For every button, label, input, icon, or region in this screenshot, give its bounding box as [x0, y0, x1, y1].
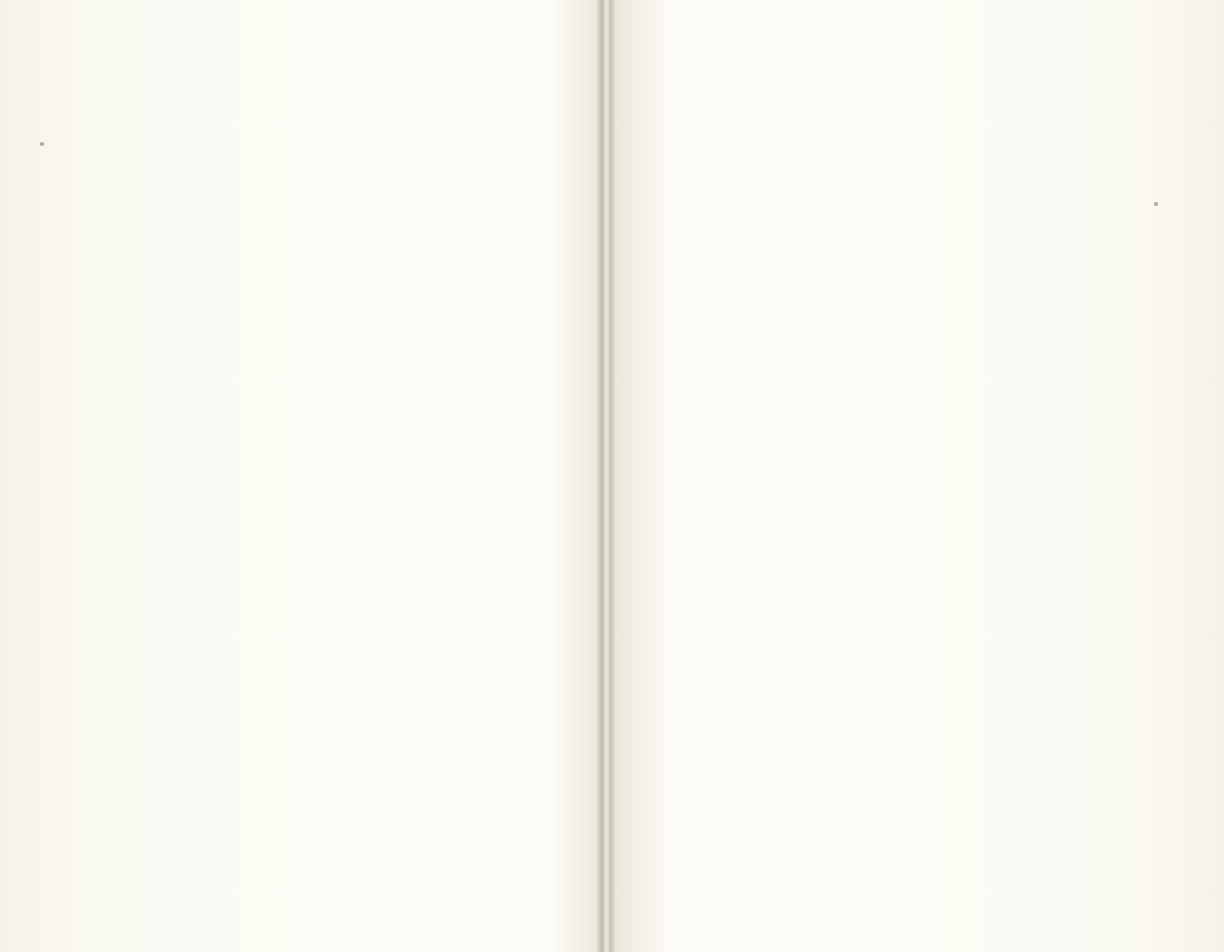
text-line — [662, 590, 1082, 620]
paper-speck — [1154, 202, 1158, 206]
paper-speck — [40, 142, 44, 146]
text-line — [662, 560, 1082, 590]
text-line — [128, 773, 546, 803]
text-line — [662, 134, 1082, 164]
text-line — [128, 165, 546, 195]
text-line — [662, 165, 1082, 195]
text-line — [128, 256, 546, 286]
text-line — [128, 833, 546, 863]
text-line — [662, 378, 1082, 408]
text-line — [662, 651, 1082, 681]
text-line — [662, 104, 1082, 134]
text-line — [128, 226, 546, 256]
text-line — [128, 560, 546, 590]
right-text-block — [662, 104, 1082, 833]
text-line — [662, 742, 1082, 772]
text-line — [662, 773, 1082, 803]
text-line — [128, 134, 546, 164]
left-text-block — [128, 104, 546, 864]
text-line — [128, 104, 546, 134]
text-line — [128, 621, 546, 651]
text-line — [662, 499, 1082, 529]
page-number — [1098, 832, 1138, 854]
text-line — [128, 469, 546, 499]
right-page — [604, 0, 1224, 952]
text-line — [662, 286, 1082, 316]
text-line — [662, 226, 1082, 256]
text-line — [662, 347, 1082, 377]
text-line — [128, 408, 546, 438]
text-line — [662, 712, 1082, 742]
text-line — [662, 681, 1082, 711]
text-line — [128, 742, 546, 772]
text-line — [128, 712, 546, 742]
text-line — [128, 195, 546, 225]
text-line — [662, 621, 1082, 651]
right-running-head — [826, 52, 926, 70]
text-line — [128, 347, 546, 377]
text-line — [662, 469, 1082, 499]
text-line — [128, 378, 546, 408]
text-line — [662, 195, 1082, 225]
text-line — [128, 317, 546, 347]
text-line — [128, 529, 546, 559]
text-line — [128, 286, 546, 316]
text-line — [128, 681, 546, 711]
text-line — [128, 499, 546, 529]
text-line — [128, 590, 546, 620]
text-line — [662, 438, 1082, 468]
text-line — [662, 256, 1082, 286]
text-line — [128, 438, 546, 468]
left-page — [0, 0, 600, 952]
text-line — [662, 408, 1082, 438]
text-line — [662, 317, 1082, 347]
text-line — [662, 529, 1082, 559]
text-line — [662, 803, 1082, 833]
text-line — [128, 803, 546, 833]
text-line — [128, 651, 546, 681]
left-running-head — [200, 52, 440, 70]
